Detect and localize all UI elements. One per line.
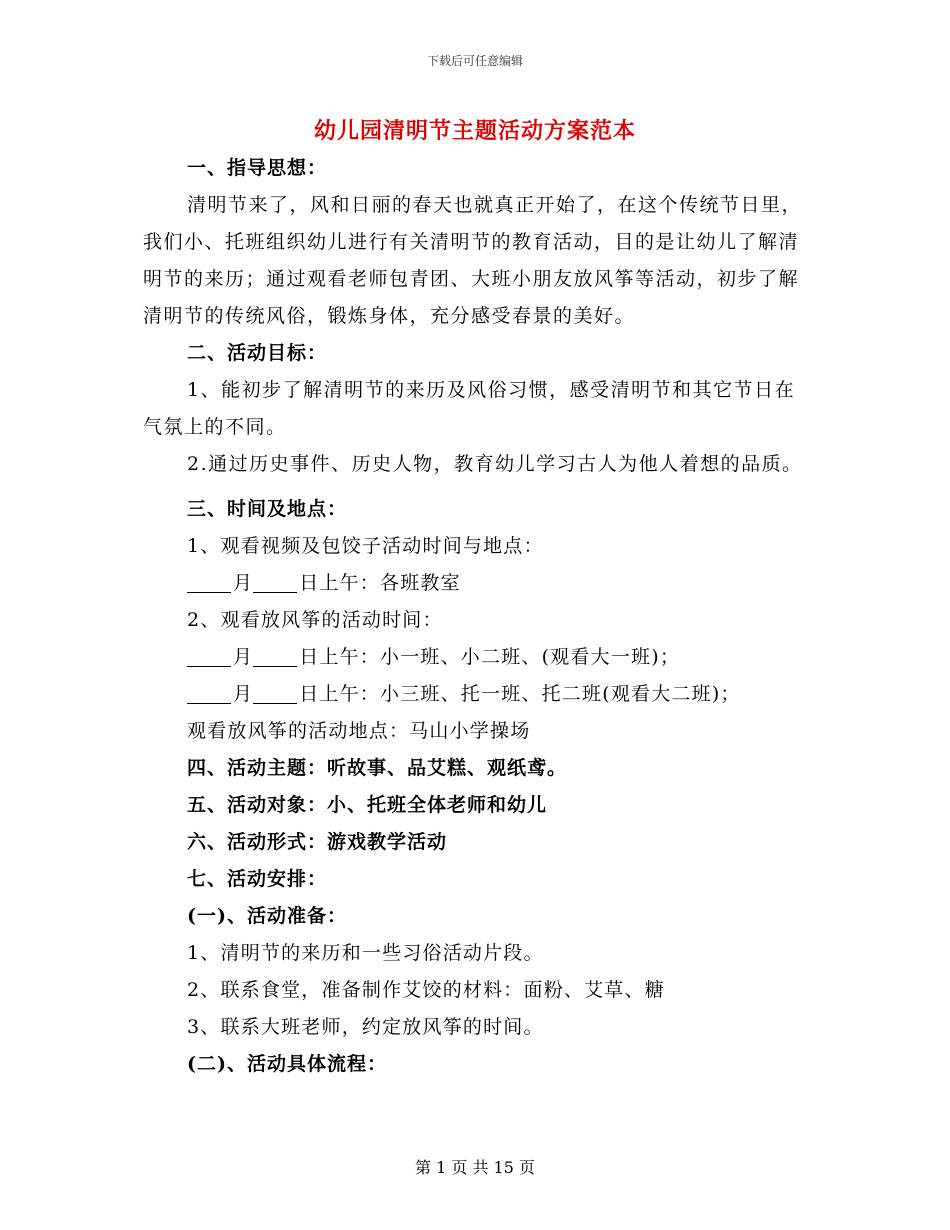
- page-footer: 第 1 页 共 15 页: [415, 1158, 535, 1177]
- preparation-item-2: 2、联系食堂，准备制作艾饺的材料：面粉、艾草、糖: [187, 979, 665, 1001]
- preparation-item-1: 1、清明节的来历和一些习俗活动片段。: [187, 942, 544, 964]
- goal-item-2: 2.通过历史事件、历史人物，教育幼儿学习古人为他人着想的品质。: [187, 453, 803, 475]
- time-detail: 日上午：小一班、小二班、(观看大一班)；: [299, 646, 681, 668]
- blank-underline: [253, 681, 297, 704]
- document-body: [143, 150, 808, 1083]
- blank-underline: [187, 644, 231, 667]
- time-place-item-2: 2、观看放风筝的活动时间：: [187, 609, 443, 631]
- month-label: 月: [233, 572, 254, 594]
- time-detail: 日上午：小三班、托一班、托二班(观看大二班)；: [299, 683, 741, 705]
- paragraph-guiding-thought: 清明节来了，风和日丽的春天也就真正开始了，在这个传统节日里，我们小、托班组织幼儿进行有关清明节的教育活动，目的是让幼儿了解清明节的来历；通过观看老师包青团、大班小朋友放风筝等活动，初步了解清明节的传统风俗，锻炼身体，充分感受春景的美好。: [143, 194, 803, 327]
- time-detail: 日上午：各班教室: [299, 572, 461, 594]
- time-line-3: [143, 676, 808, 713]
- month-label: 月: [233, 646, 254, 668]
- blank-underline: [253, 570, 297, 593]
- section-theme: 四、活动主题：听故事、品艾糕、观纸鸢。: [187, 757, 568, 779]
- time-place-item-1: 1、观看视频及包饺子活动时间与地点：: [187, 535, 544, 557]
- section-heading-guiding-thought: 一、指导思想：: [187, 157, 328, 179]
- month-label: 月: [233, 683, 254, 705]
- goal-item-1: 1、能初步了解清明节的来历及风俗习惯，感受清明节和其它节日在气氛上的不同。: [143, 379, 796, 438]
- section-heading-arrangement: 七、活动安排：: [187, 868, 328, 890]
- subsection-process: (二)、活动具体流程：: [187, 1053, 387, 1075]
- section-heading-goals: 二、活动目标：: [187, 342, 328, 364]
- time-line-1: [143, 565, 808, 602]
- activity-place: 观看放风筝的活动地点：马山小学操场: [187, 720, 531, 742]
- section-form: 六、活动形式：游戏教学活动: [187, 831, 448, 853]
- section-audience: 五、活动对象：小、托班全体老师和幼儿: [187, 794, 548, 816]
- blank-underline: [253, 644, 297, 667]
- page-header: 下载后可任意编辑: [426, 54, 523, 68]
- time-line-2: [143, 639, 808, 676]
- section-heading-time-place: 三、时间及地点：: [187, 498, 348, 520]
- blank-underline: [187, 570, 231, 593]
- blank-underline: [187, 681, 231, 704]
- preparation-item-3: 3、联系大班老师，约定放风筝的时间。: [187, 1016, 544, 1038]
- document-title: 幼儿园清明节主题活动方案范本: [313, 118, 636, 144]
- subsection-preparation: (一)、活动准备：: [187, 905, 347, 927]
